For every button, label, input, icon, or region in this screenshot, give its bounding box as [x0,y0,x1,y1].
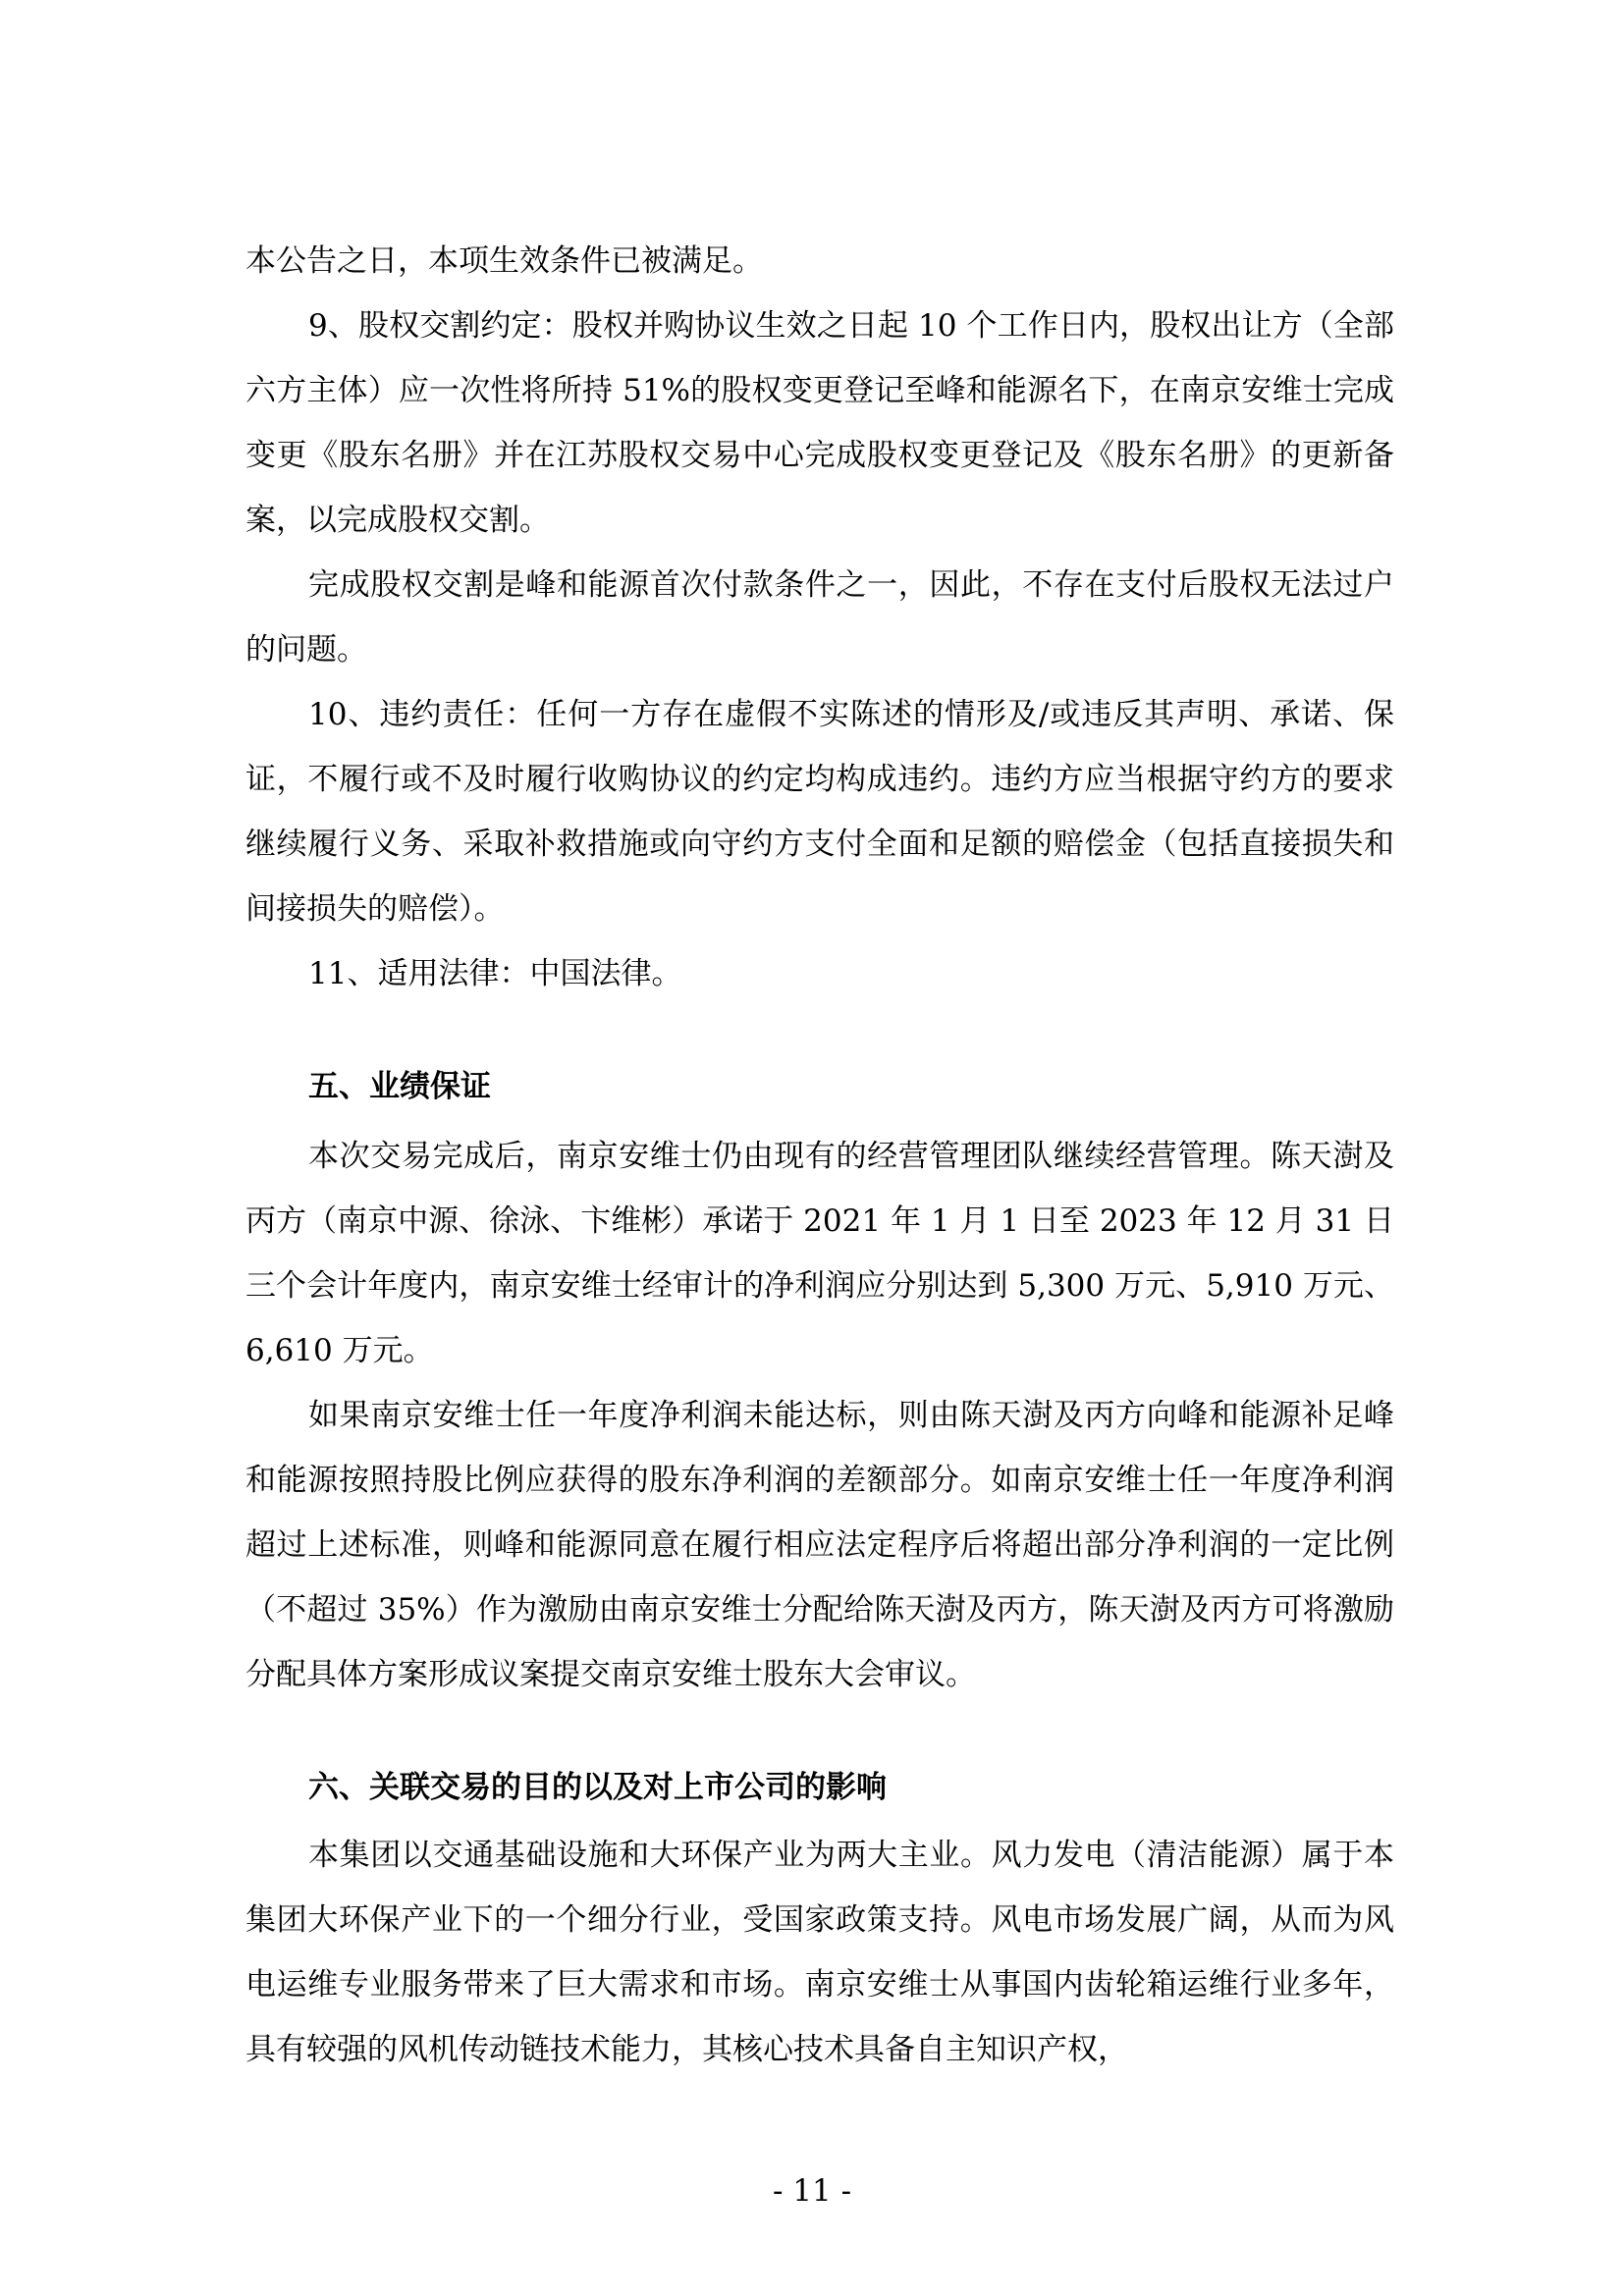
section-heading-performance-guarantee: 五、业绩保证 [308,1069,491,1104]
paragraph-breach-liability: 10、违约责任：任何一方存在虚假不实陈述的情形及/或违反其声明、承诺、保证，不履行或不及时履行收购协议的约定均构成违约。违约方应当根据守约方的要求继续履行义务、采取补救措施或向守约方支付全面和足额的赔偿金（包括直接损失和间接损失的赔偿）。 [245,697,1394,927]
page-number: - 11 - [772,2173,852,2209]
paragraph-equity-delivery: 9、股权交割约定：股权并购协议生效之日起 10 个工作日内，股权出让方（全部六方主体）应一次性将所持 51%的股权变更登记至峰和能源名下，在南京安维士完成变更《股东名册》并在江苏股权交易中心完成股权变更登记及《股东名册》的更新备案，以完成股权交割。 [245,308,1394,538]
paragraph-applicable-law: 11、适用法律：中国法律。 [308,956,682,991]
section-heading-transaction-purpose: 六、关联交易的目的以及对上市公司的影响 [308,1770,887,1805]
paragraph-group-business: 本集团以交通基础设施和大环保产业为两大主业。风力发电（清洁能源）属于本集团大环保产业下的一个细分行业，受国家政策支持。风电市场发展广阔，从而为风电运维专业服务带来了巨大需求和市场。南京安维士从事国内齿轮箱运维行业多年，具有较强的风机传动链技术能力，其核心技术具备自主知识产权， [245,1838,1394,2067]
paragraph-performance-commitment: 本次交易完成后，南京安维士仍由现有的经营管理团队继续经营管理。陈天澍及丙方（南京中源、徐泳、卞维彬）承诺于 2021 年 1 月 1 日至 2023 年 12 月 31 日三个会计年度内，南京安维士经审计的净利润应分别达到 5,300 万元、5,910 万元、6,610 万元。 [245,1139,1394,1368]
paragraph-performance-compensation: 如果南京安维士任一年度净利润未能达标，则由陈天澍及丙方向峰和能源补足峰和能源按照持股比例应获得的股东净利润的差额部分。如南京安维士任一年度净利润超过上述标准，则峰和能源同意在履行相应法定程序后将超出部分净利润的一定比例（不超过 35%）作为激励由南京安维士分配给陈天澍及丙方，陈天澍及丙方可将激励分配具体方案形成议案提交南京安维士股东大会审议。 [245,1398,1394,1692]
paragraph-effective-condition: 本公告之日，本项生效条件已被满足。 [245,243,763,279]
paragraph-delivery-condition: 完成股权交割是峰和能源首次付款条件之一，因此，不存在支付后股权无法过户的问题。 [245,567,1394,667]
